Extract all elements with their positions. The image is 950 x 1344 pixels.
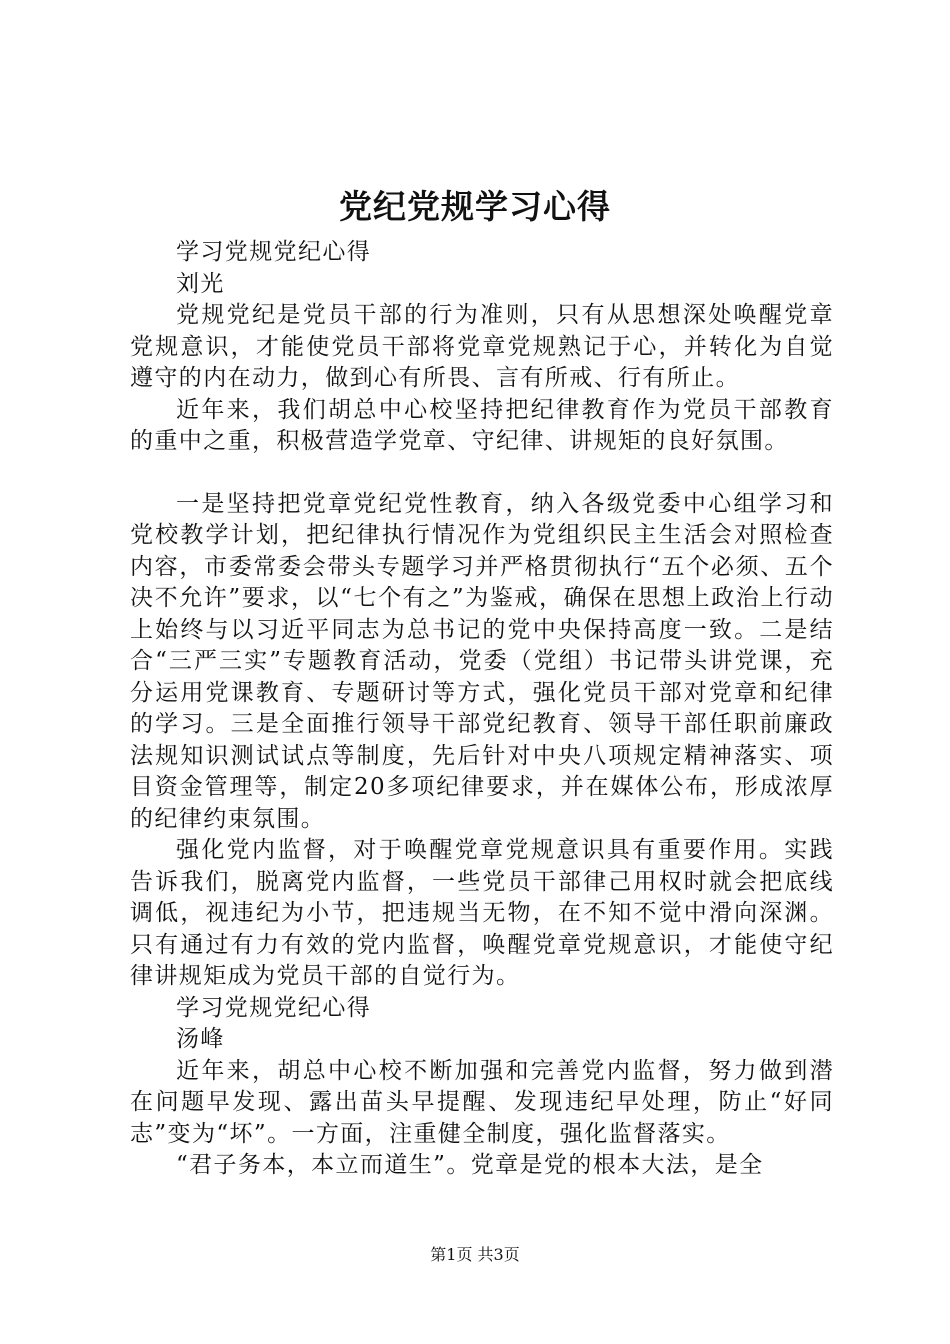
section-heading: 学习党规党纪心得 [176,994,372,1021]
author-name: 汤峰 [176,1026,225,1052]
body-paragraph: 近年来，我们胡总中心校坚持把纪律教育作为党员干部教育的重中之重，积极营造学党章、守纪律、讲规矩的良好氛围。 [130,396,834,454]
section-heading: 学习党规党纪心得 [176,239,372,265]
body-paragraph: 一是坚持把党章党纪党性教育，纳入各级党委中心组学习和党校教学计划，把纪律执行情况作为党组织民主生活会对照检查内容，市委常委会带头专题学习并严格贯彻执行“五个必须、五个决不允许”要求，以“七个有之”为鉴戒，确保在思想上政治上行动上始终与以习近平同志为总书记的党中央保持高度一致。二是结合“三严三实”专题教育活动，党委（党组）书记带头讲党课，充分运用党课教育、专题研讨等方式，强化党员干部对党章和纪律的学习。三是全面推行领导干部党纪教育、领导干部任职前廉政法规知识测试试点等制度，先后针对中央八项规定精神落实、项目资金管理等，制定20多项纪律要求，并在媒体公布，形成浓厚的纪律约束氛围。 [130,490,834,832]
body-paragraph: “君子务本，本立而道生”。党章是党的根本大法，是全 [176,1152,764,1178]
author-name: 刘光 [176,270,225,297]
body-paragraph: 强化党内监督，对于唤醒党章党规意识具有重要作用。实践告诉我们，脱离党内监督，一些党员干部律己用权时就会把底线调低，视违纪为小节，把违规当无物，在不知不觉中滑向深渊。只有通过有力有效的党内监督，唤醒党章党规意识，才能使守纪律讲规矩成为党员干部的自觉行为。 [130,837,834,989]
body-paragraph: 党规党纪是党员干部的行为准则，只有从思想深处唤醒党章党规意识，才能使党员干部将党章党规熟记于心，并转化为自觉遵守的内在动力，做到心有所畏、言有所戒、行有所止。 [130,302,834,391]
document-body [130,237,834,1182]
page-number-footer: 第1页 共3页 [430,1245,520,1264]
document-title: 党纪党规学习心得 [339,187,611,226]
body-paragraph: 近年来，胡总中心校不断加强和完善党内监督，努力做到潜在问题早发现、露出苗头早提醒、发现违纪早处理，防止“好同志”变为“坏”。一方面，注重健全制度，强化监督落实。 [130,1057,834,1147]
